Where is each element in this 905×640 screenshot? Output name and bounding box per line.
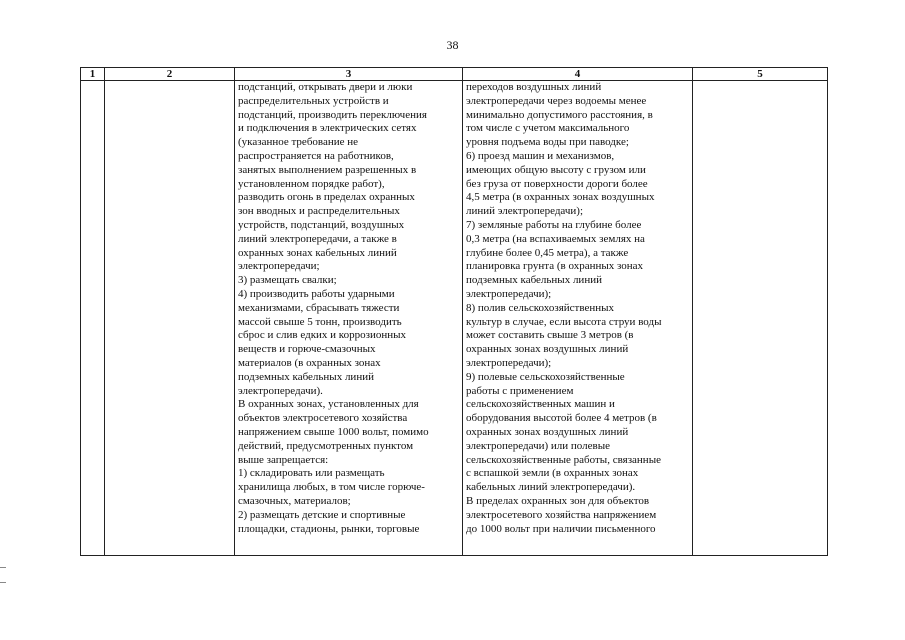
scan-margin-mark — [0, 582, 6, 583]
column-header-4: 4 — [463, 68, 693, 81]
cell-col-4: переходов воздушных линий электропередачи через водоемы менее минимально допустимого расстояния, в том числе с учетом максимального уровня подъема воды при паводке; 6) проезд машин и механизмов, имеющих общую высоту с грузом или без груза от поверхности дороги более 4,5 метра (в охранных зонах воздушных линий электропередачи); 7) земляные работы на глубине более 0,3 метра (на вспахиваемых землях на глубине более 0,45 метра), а также планировка грунта (в охранных зонах подземных кабельных линий электропередачи); 8) полив сельскохозяйственных культур в случае, если высота струи воды может составить свыше 3 метров (в охранных зонах воздушных линий электропередачи); 9) полевые сельскохозяйственные работы с применением сельскохозяйственных машин и оборудования высотой более 4 метров (в охранных зонах воздушных линий электропередачи) или полевые сельскохозяйственные работы, связанные с вспашкой земли (в охранных зонах кабельных линий электропередачи). В пределах охранных зон для объектов электросетевого хозяйства напряжением до 1000 вольт при наличии письменного — [463, 81, 693, 556]
column-header-3: 3 — [235, 68, 463, 81]
regulations-table — [80, 67, 828, 556]
page-number: 38 — [446, 38, 459, 52]
column-header-2: 2 — [105, 68, 235, 81]
table-header-row — [81, 68, 828, 81]
column-header-1: 1 — [81, 68, 105, 81]
cell-col-2 — [105, 81, 235, 556]
scan-margin-mark — [0, 567, 6, 568]
column-header-5: 5 — [693, 68, 828, 81]
table-row — [81, 81, 828, 556]
cell-col-1 — [81, 81, 105, 556]
cell-col-5 — [693, 81, 828, 556]
cell-col-3: подстанций, открывать двери и люки распределительных устройств и подстанций, производить переключения и подключения в электрических сетях (указанное требование не распространяется на работников, занятых выполнением разрешенных в установленном порядке работ), разводить огонь в пределах охранных зон вводных и распределительных устройств, подстанций, воздушных линий электропередачи, а также в охранных зонах кабельных линий электропередачи; 3) размещать свалки; 4) производить работы ударными механизмами, сбрасывать тяжести массой свыше 5 тонн, производить сброс и слив едких и коррозионных веществ и горюче-смазочных материалов (в охранных зонах подземных кабельных линий электропередачи). В охранных зонах, установленных для объектов электросетевого хозяйства напряжением свыше 1000 вольт, помимо действий, предусмотренных пунктом выше запрещается: 1) складировать или размещать хранилища любых, в том числе горюче- смазочных, материалов; 2) размещать детские и спортивные площадки, стадионы, рынки, торговые — [235, 81, 463, 556]
